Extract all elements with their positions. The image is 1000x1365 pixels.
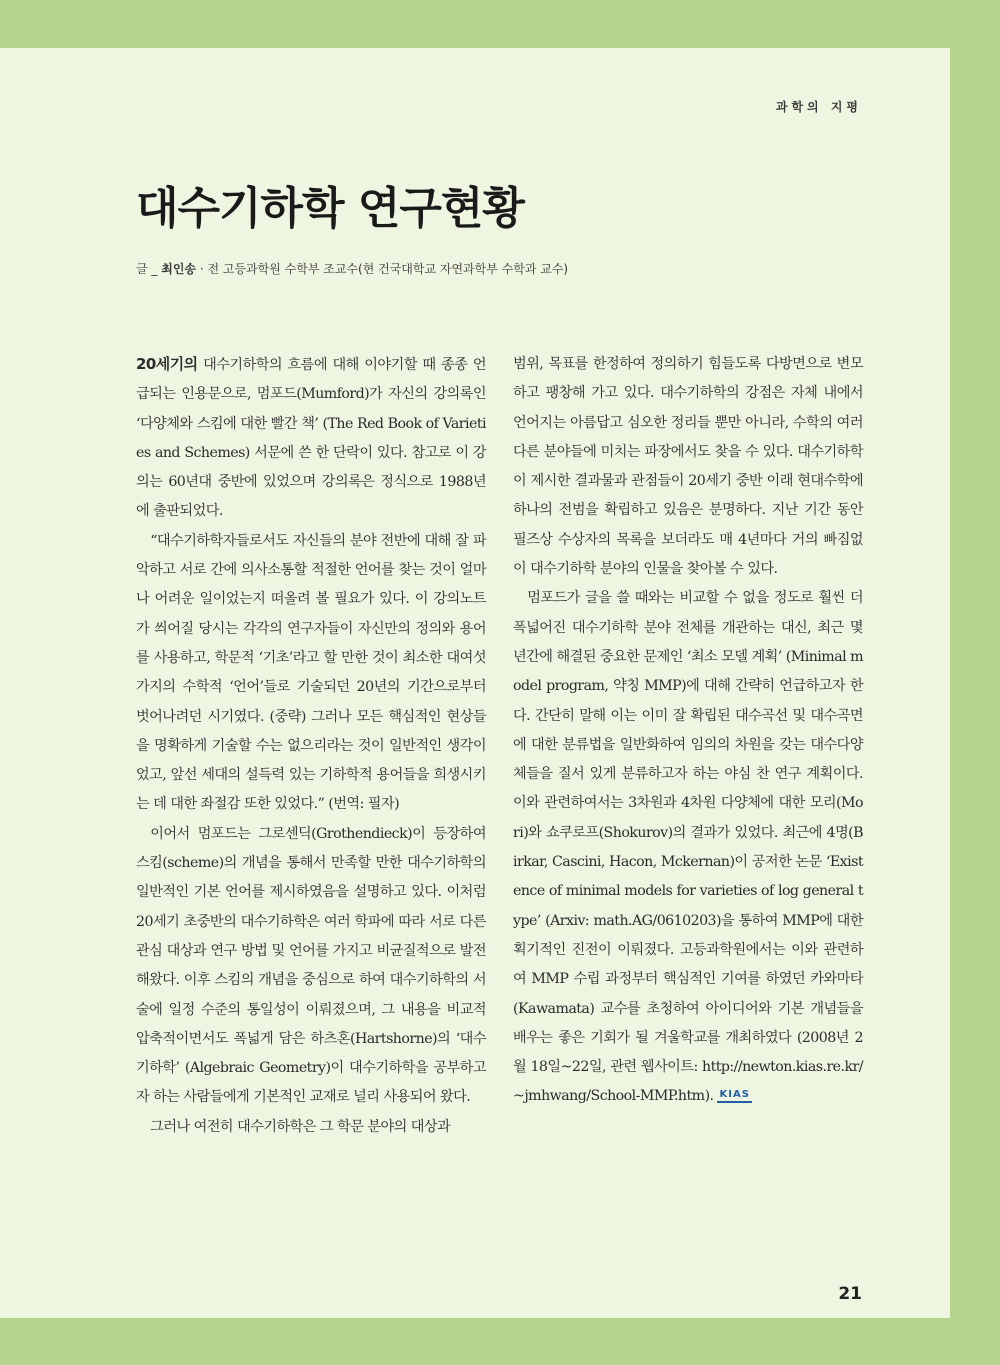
paragraph-1 <box>136 350 486 527</box>
lead-word: 20세기의 <box>136 355 198 373</box>
byline-author: 최인송 <box>161 262 197 276</box>
kias-logo-icon: KIAS <box>717 1089 751 1103</box>
paragraph-5: 범위, 목표를 한정하여 정의하기 힘들도록 다방면으로 변모하고 팽창해 가고 있다. 대수기하학의 강점은 자체 내에서 언어지는 아름답고 심오한 정리들 뿐만 아니라, 수학의 여러 다른 분야들에 미치는 파장에서도 찾을 수 있다. 대수기하학이 제시한 결과물과 관점들이 20세기 중반 이래 현대수학에 하나의 전범을 확립하고 있음은 분명하다. 지난 기간 동안 필즈상 수상자의 목록을 보더라도 매 4년마다 거의 빠짐없이 대수기하학 분야의 인물을 찾아볼 수 있다. <box>513 356 863 578</box>
paragraph-6 <box>513 584 863 1111</box>
section-label: 과학의 지평 <box>775 100 862 114</box>
byline <box>136 260 568 277</box>
paragraph-4: 그러나 여전히 대수기하학은 그 학문 분야의 대상과 <box>150 1118 451 1135</box>
paragraph-3: 이어서 멈포드는 그로센딕(Grothendieck)이 등장하여 스킴(scheme)의 개념을 통해서 만족할 만한 대수기하학의 일반적인 기본 언어를 제시하였음을 설명하고 있다. 이처럼 20세기 초중반의 대수기하학은 여러 학파에 따라 서로 다른 관심 대상과 연구 방법 및 언어를 가지고 비균질적으로 발전해왔다. 이후 스킴의 개념을 중심으로 하여 대수기하학의 서술에 일정 수준의 통일성이 이뤄졌으며, 그 내용을 비교적 압축적이면서도 폭넓게 담은 하츠혼(Hartshorne)의 ‘대수기하학’ (Algebraic Geometry)이 대수기하학을 공부하고자 하는 사람들에게 기본적인 교재로 널리 사용되어 왔다. <box>136 825 486 1106</box>
paragraph-6-text: 멈포드가 글을 쓸 때와는 비교할 수 없을 정도로 훨씬 더 폭넓어진 대수기하학 분야 전체를 개관하는 대신, 최근 몇 년간에 해결된 중요한 문제인 ‘최소 모델 계획’ (Minimal model program, 약칭 MMP)에 대해 간략히 언급하고자 한다. 간단히 말해 이는 이미 잘 확립된 대수곡선 및 대수곡면에 대한 분류법을 일반화하여 임의의 차원을 갖는 대수다양체들을 질서 있게 분류하고자 하는 야심 찬 연구 계획이다. 이와 관련하여서는 3차원과 4차원 다양체에 대한 모리(Mori)와 쇼쿠로프(Shokurov)의 결과가 있었다. 최근에 4명(Birkar, Cascini, Hacon, Mckernan)이 공저한 논문 ‘Existence of minimal models for varieties of log general type’ (Arxiv: math.AG/0610203)을 통하여 MMP에 대한 획기적인 진전이 이뤄졌다. 고등과학원에서는 이와 관련하여 MMP 수립 과정부터 핵심적인 기여를 하였던 카와마타(Kawamata) 교수를 초청하여 아이디어와 기본 개념들을 배우는 좋은 기회가 될 겨울학교를 개최하였다 (2008년 2월 18일~22일, 관련 웹사이트: http://newton.kias.re.kr/~jmhwang/School-MMP.htm). <box>513 590 863 1105</box>
byline-affiliation: · 전 고등과학원 수학부 조교수(현 건국대학교 자연과학부 수학과 교수) <box>196 262 569 276</box>
byline-prefix: 글 _ <box>136 262 162 276</box>
page <box>0 48 950 1318</box>
right-column <box>513 350 863 1112</box>
page-number: 21 <box>838 1284 862 1304</box>
paragraph-1-text: 대수기하학의 흐름에 대해 이야기할 때 종종 언급되는 인용문으로, 멈포드(Mumford)가 자신의 강의록인 ‘다양체와 스킴에 대한 빨간 책’ (The Red Book of Varieties and Schemes) 서문에 쓴 한 단락이 있다. 참고로 이 강의는 60년대 중반에 있었으며 강의록은 정식으로 1988년에 출판되었다. <box>136 357 486 520</box>
left-column <box>136 350 486 1142</box>
paragraph-quote: “대수기하학자들로서도 자신들의 분야 전반에 대해 잘 파악하고 서로 간에 의사소통할 적절한 언어를 찾는 것이 얼마나 어려운 일이었는지 떠올려 볼 필요가 있다. 이 강의노트가 씌어질 당시는 각각의 연구자들이 자신만의 정의와 용어를 사용하고, 학문적 ‘기초’라고 할 만한 것이 최소한 대여섯 가지의 수학적 ‘언어’들로 기술되던 20년의 기간으로부터 벗어나려던 시기였다. (중략) 그러나 모든 핵심적인 현상들을 명확하게 기술할 수는 없으리라는 것이 일반적인 생각이었고, 앞선 세대의 설득력 있는 기하학적 용어들을 희생시키는 데 대한 좌절감 또한 있었다.” (번역: 필자) <box>136 532 486 813</box>
article-title: 대수기하학 연구현황 <box>136 183 524 234</box>
